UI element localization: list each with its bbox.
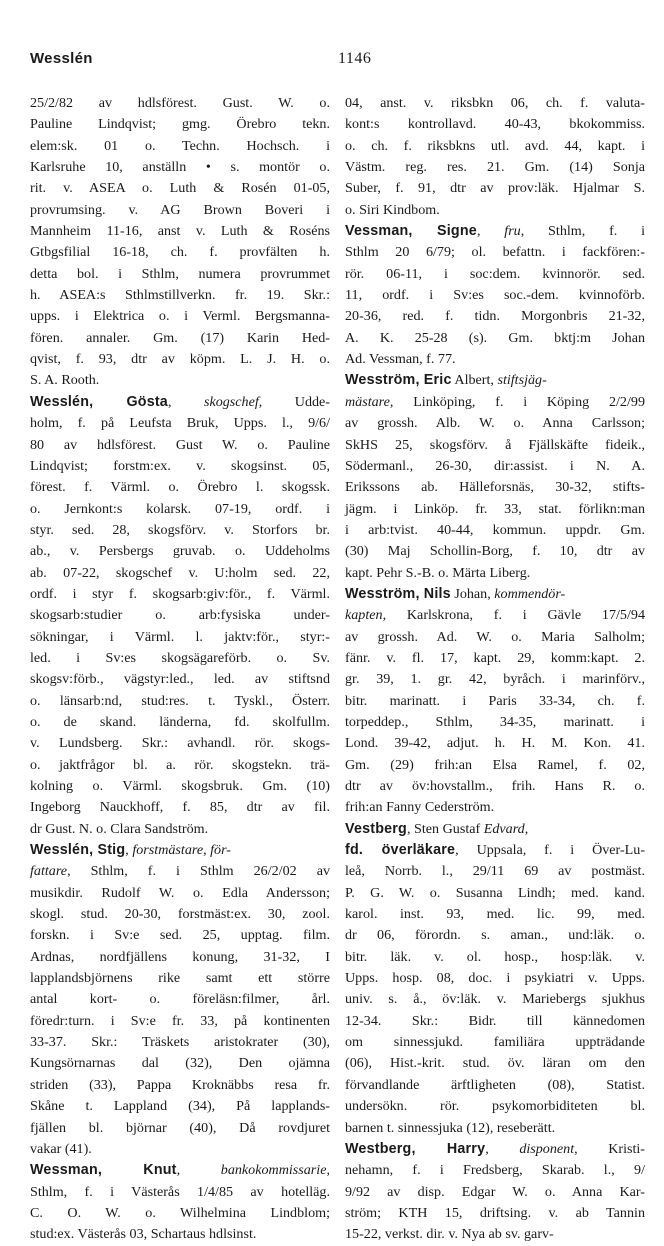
entry-headword: fd. överläkare	[345, 842, 456, 859]
entry-title: kapten	[345, 607, 383, 624]
text-line: Sthlm, f. i Västerås 1/4/85 av hotelläg.	[30, 1183, 330, 1200]
text-line: musikdir. Rudolf W. o. Edla Andersson;	[30, 884, 330, 901]
text-line: kapten, Karlskrona, f. i Gävle 17/5/94	[345, 607, 645, 624]
text-line: univ. s. å., öv:läk. v. Mariebergs sjukhus	[345, 991, 645, 1008]
text-line: leå, Norrb. l., 29/11 69 av postmäst.	[345, 863, 645, 880]
entry-headword: Wesström, Eric	[345, 372, 452, 389]
text-line: Upps. hosp. 08, doc. i psykiatri v. Upps.	[345, 970, 645, 987]
entry-title: mästare	[345, 393, 390, 410]
text-line: o. länsarb:nd, stud:res. t. Tyskl., Österr.	[30, 692, 330, 709]
text-line: Ad. Vessman, f. 77.	[345, 351, 456, 368]
entry-title: fattare	[30, 863, 68, 880]
text-line: jägm. i Linköp. fr. 33, stat. förlikn:man	[345, 500, 645, 517]
text-line: Sthlm 20 6/79; ol. befattn. i fackfören:-	[345, 244, 645, 261]
text-line: Gtbgsfilial 16-18, ch. f. provfälten h.	[30, 244, 330, 261]
text-line: kolning o. Värml. skogsbruk. Gm. (10)	[30, 778, 330, 794]
text-line: om sinnessjukd. familiära uppträdande	[345, 1034, 645, 1051]
text-line: 15-22, verkst. dir. v. Nya ab sv. garv-	[345, 1226, 554, 1243]
text-line: Vessman, Signe, fru, Sthlm, f. i	[345, 223, 645, 240]
text-line: av grossh. Alb. W. o. Anna Carlsson;	[345, 415, 645, 432]
entry-headword: Vessman, Signe	[345, 223, 477, 240]
text-line: Wesslén, Stig, forstmästare, för-	[30, 842, 231, 859]
text-line: 11, ordf. i Sv:es soc.-dem. kvinnoförb.	[345, 287, 645, 304]
text-line: 9/92 av disp. Edgar W. o. Anna Kar-	[345, 1183, 645, 1200]
text-line: fänr. v. fl. 17, kapt. 29, komm:kapt. 2.	[345, 649, 645, 666]
text-line: detta bol. i Sthlm, numera provrummet	[30, 265, 330, 282]
entry-headword: Wesström, Nils	[345, 585, 451, 602]
text-line: fd. överläkare, Uppsala, f. i Över-Lu-	[345, 842, 646, 859]
text-line: rit. v. ASEA o. Luth & Rosén 01-05,	[30, 180, 330, 197]
text-line: dtr av öv:hovstallm., frih. Hans R. o.	[345, 778, 645, 794]
text-line: Wessman, Knut, bankokommissarie,	[30, 1162, 330, 1179]
text-line: o. ch. f. riksbkns utl. avd. 44, kapt. i	[345, 137, 645, 154]
entry-headword: Wessman, Knut	[30, 1162, 177, 1179]
text-line: Karlsruhe 10, anställn • s. montör o.	[30, 159, 330, 176]
text-line: fjällen bl. björnar (40), Då rovdjuret	[30, 1119, 330, 1136]
text-line: S. A. Rooth.	[30, 372, 100, 389]
text-line: Kungsörnarnas dal (32), Den ojämna	[30, 1055, 330, 1072]
text-line: skogsarb:studier o. arb:fysiska under-	[30, 607, 330, 624]
text-line: Skåne t. Lappland (34), På lapplands-	[30, 1098, 330, 1115]
text-line: o. Siri Kindbom.	[345, 201, 440, 218]
text-line: v. Lundsberg. Skr.: avhandl. rör. skogs-	[30, 735, 330, 752]
text-line: 04, anst. v. riksbkn 06, ch. f. valuta-	[345, 95, 645, 111]
text-line: o. de skand. länderna, fd. skolfullm.	[30, 713, 330, 730]
text-line: kont:s kontrollavd. 40-43, bkokommiss.	[345, 116, 645, 133]
text-line: Pauline Lindqvist; gmg. Örebro tekn.	[30, 116, 330, 133]
text-line: Suber, f. 91, dtr av prov:läk. Hjalmar S.	[345, 180, 645, 197]
text-line: Lindqvist; forstm:ex. v. skogsinst. 05,	[30, 457, 330, 474]
running-header	[30, 50, 642, 74]
text-line: o. jaktfrågor bl. a. rör. skogstekn. trä-	[30, 756, 330, 773]
text-line: o. Jernkont:s kolarsk. 07-19, ordf. i	[30, 500, 330, 517]
entry-headword: Wesslén, Gösta	[30, 393, 168, 410]
text-line: föredr:turn. i Sv:e fr. 33, på kontinenten	[30, 1012, 330, 1029]
text-line: Västm. reg. res. 21. Gm. (14) Sonja	[345, 159, 645, 176]
text-line: ordf. i styr f. skogsarb:giv:för., f. Värml.	[30, 585, 330, 602]
text-line: Gm. (29) frih:an Elsa Ramel, f. 02,	[345, 756, 645, 773]
text-line: led. i Sv:es skogsägareförb. o. Sv.	[30, 649, 330, 666]
text-line: ab. 07-22, skogschef v. U:holm sed. 22,	[30, 564, 330, 581]
text-line: vakar (41).	[30, 1140, 92, 1157]
text-line: Ardnas, nordfjällens konung, 31-32, I	[30, 948, 330, 965]
entry-title: kommendör-	[494, 585, 566, 602]
text-line: SkHS 25, skogsförv. å Fjällskäfte fideik.,	[345, 436, 645, 453]
text-line: frih:an Fanny Cederström.	[345, 799, 495, 816]
text-line: C. O. W. o. Wilhelmina Lindblom;	[30, 1204, 330, 1221]
right-column	[345, 93, 645, 1246]
text-line: kapt. Pehr S.-B. o. Märta Liberg.	[345, 564, 531, 581]
text-line: antal kort- o. föreläsn:filmer, årl.	[30, 991, 330, 1008]
text-line: qvist, f. 93, dtr av köpm. L. J. H. o.	[30, 351, 330, 368]
text-line: Lond. 39-42, adjut. h. H. M. Kon. 41.	[345, 735, 645, 752]
text-line: A. K. 25-28 (s). Gm. bktj:m Johan	[345, 329, 645, 346]
text-line: (06), Hist.-krit. stud. öv. läran om den	[345, 1055, 645, 1072]
text-line: torpeddep., Sthlm, 34-35, marinatt. i	[345, 713, 645, 730]
text-line: 25/2/82 av hdlsförest. Gust. W. o.	[30, 95, 330, 111]
text-line: undersökn. rör. psykomorbiditeten bl.	[345, 1098, 645, 1115]
text-line: Erikssons ab. Hälleforsnäs, 30-32, stifts-	[345, 479, 645, 496]
entry-headword: Wesslén, Stig	[30, 842, 126, 859]
text-line: Wesström, Eric Albert, stiftsjäg-	[345, 372, 547, 389]
text-line: Wesslén, Gösta, skogschef, Udde-	[30, 393, 330, 410]
text-line: Södermanl., 26-30, dir:assist. i N. A.	[345, 457, 645, 474]
text-line: ström; KTH 15, driftsing. v. ab Tannin	[345, 1204, 645, 1221]
text-line: barnen t. sinnessjuka (12), reseberätt.	[345, 1119, 556, 1136]
text-line: Vestberg, Sten Gustaf Edvard,	[345, 820, 529, 837]
text-line: (30) Maj Schollin-Borg, f. 10, dtr av	[345, 543, 645, 560]
text-line: ab., v. Persbergs gruvab. o. Uddeholms	[30, 543, 330, 560]
text-line: gr. 39, 1. gr. 42, byråch. i marinförv.,	[345, 671, 645, 688]
entry-title: disponent	[519, 1140, 575, 1157]
text-line: Mannheim 11-16, anst v. Luth & Roséns	[30, 223, 330, 240]
text-line: forskn. i Sv:e sed. 25, upptag. film.	[30, 927, 330, 944]
text-line: bitr. marinatt. i Paris 33-34, ch. f.	[345, 692, 645, 709]
text-line: elem:sk. 01 o. Techn. Hochsch. i	[30, 137, 330, 154]
text-line: 20-36, red. f. tidn. Morgonbris 21-32,	[345, 308, 645, 325]
running-head-name: Wesslén	[30, 50, 93, 67]
text-line: fattare, Sthlm, f. i Sthlm 26/2/02 av	[30, 863, 330, 880]
text-line: förest. f. Värml. o. Örebro l. skogssk.	[30, 479, 330, 496]
text-line: karol. inst. 93, med. lic. 99, med.	[345, 906, 645, 923]
entry-title: Edvard	[483, 820, 525, 837]
text-line: dr 06, förordn. s. aman., und:läk. o.	[345, 927, 645, 944]
text-line: upps. i Elektrica o. i Verml. Bergsmanna-	[30, 308, 330, 325]
text-line: h. ASEA:s Sthlmstillverkn. fr. 19. Skr.:	[30, 287, 330, 304]
text-line: i arb:tvist. 40-44, kommun. uppdr. Gm.	[345, 521, 645, 538]
entry-title: fru	[504, 223, 521, 240]
text-line: 12-34. Skr.: Bidr. till kännedomen	[345, 1012, 645, 1029]
entry-title: bankokommissarie	[220, 1162, 327, 1179]
text-line: styr. sed. 28, skogsförv. v. Storfors br.	[30, 521, 330, 538]
text-line: stud:ex. Västerås 03, Schartaus hdlsinst.	[30, 1226, 257, 1243]
text-line: P. G. W. o. Susanna Lindh; med. kand.	[345, 884, 645, 901]
left-column	[30, 93, 330, 1246]
text-line: lapplandsbjörnens rike samt ett större	[30, 970, 330, 987]
text-line: provrumsing. v. AG Brown Boveri i	[30, 201, 330, 218]
text-line: av grossh. Ad. W. o. Maria Salholm;	[345, 628, 645, 645]
entry-headword: Westberg, Harry	[345, 1140, 486, 1157]
text-line: dr Gust. N. o. Clara Sandström.	[30, 820, 209, 837]
entry-headword: Vestberg	[345, 820, 407, 837]
text-line: nehamn, f. i Fredsberg, Skarab. l., 9/	[345, 1162, 645, 1179]
text-line: 80 av hdlsförest. Gust W. o. Pauline	[30, 436, 330, 453]
text-line: rör. 06-11, i soc:dem. kvinnorör. sed.	[345, 265, 645, 282]
text-line: sökningar, i Värml. l. jaktv:för., styr:-	[30, 628, 330, 645]
text-line: striden (33), Pappa Kroknäbbs resa fr.	[30, 1076, 330, 1093]
text-line: Westberg, Harry, disponent, Kristi-	[345, 1140, 646, 1157]
entry-title: skogschef	[203, 393, 259, 410]
text-line: Wesström, Nils Johan, kommendör-	[345, 585, 566, 602]
text-line: 33-37. Skr.: Träskets aristokrater (30),	[30, 1034, 330, 1051]
page-number: 1146	[338, 50, 372, 67]
entry-title: stiftsjäg-	[497, 372, 547, 389]
text-line: mästare, Linköping, f. i Köping 2/2/99	[345, 393, 645, 410]
text-line: bitr. läk. v. ol. hosp., hosp:läk. v.	[345, 948, 645, 965]
text-line: skogsv:förb., vägstyr:led., led. av stiftsnd	[30, 671, 330, 688]
text-line: Ingeborg Nauckhoff, f. 85, dtr av fil.	[30, 799, 330, 816]
text-line: skogl. stud. 20-30, forstmäst:ex. 30, zool.	[30, 906, 330, 923]
text-line: fören. annaler. Gm. (17) Karin Hed-	[30, 329, 330, 346]
text-line: holm, f. på Leufsta Bruk, Upps. l., 9/6/	[30, 415, 330, 432]
text-line: förvandlande ärftligheten (08), Statist.	[345, 1076, 645, 1093]
entry-title: forstmästare, för-	[132, 842, 231, 859]
